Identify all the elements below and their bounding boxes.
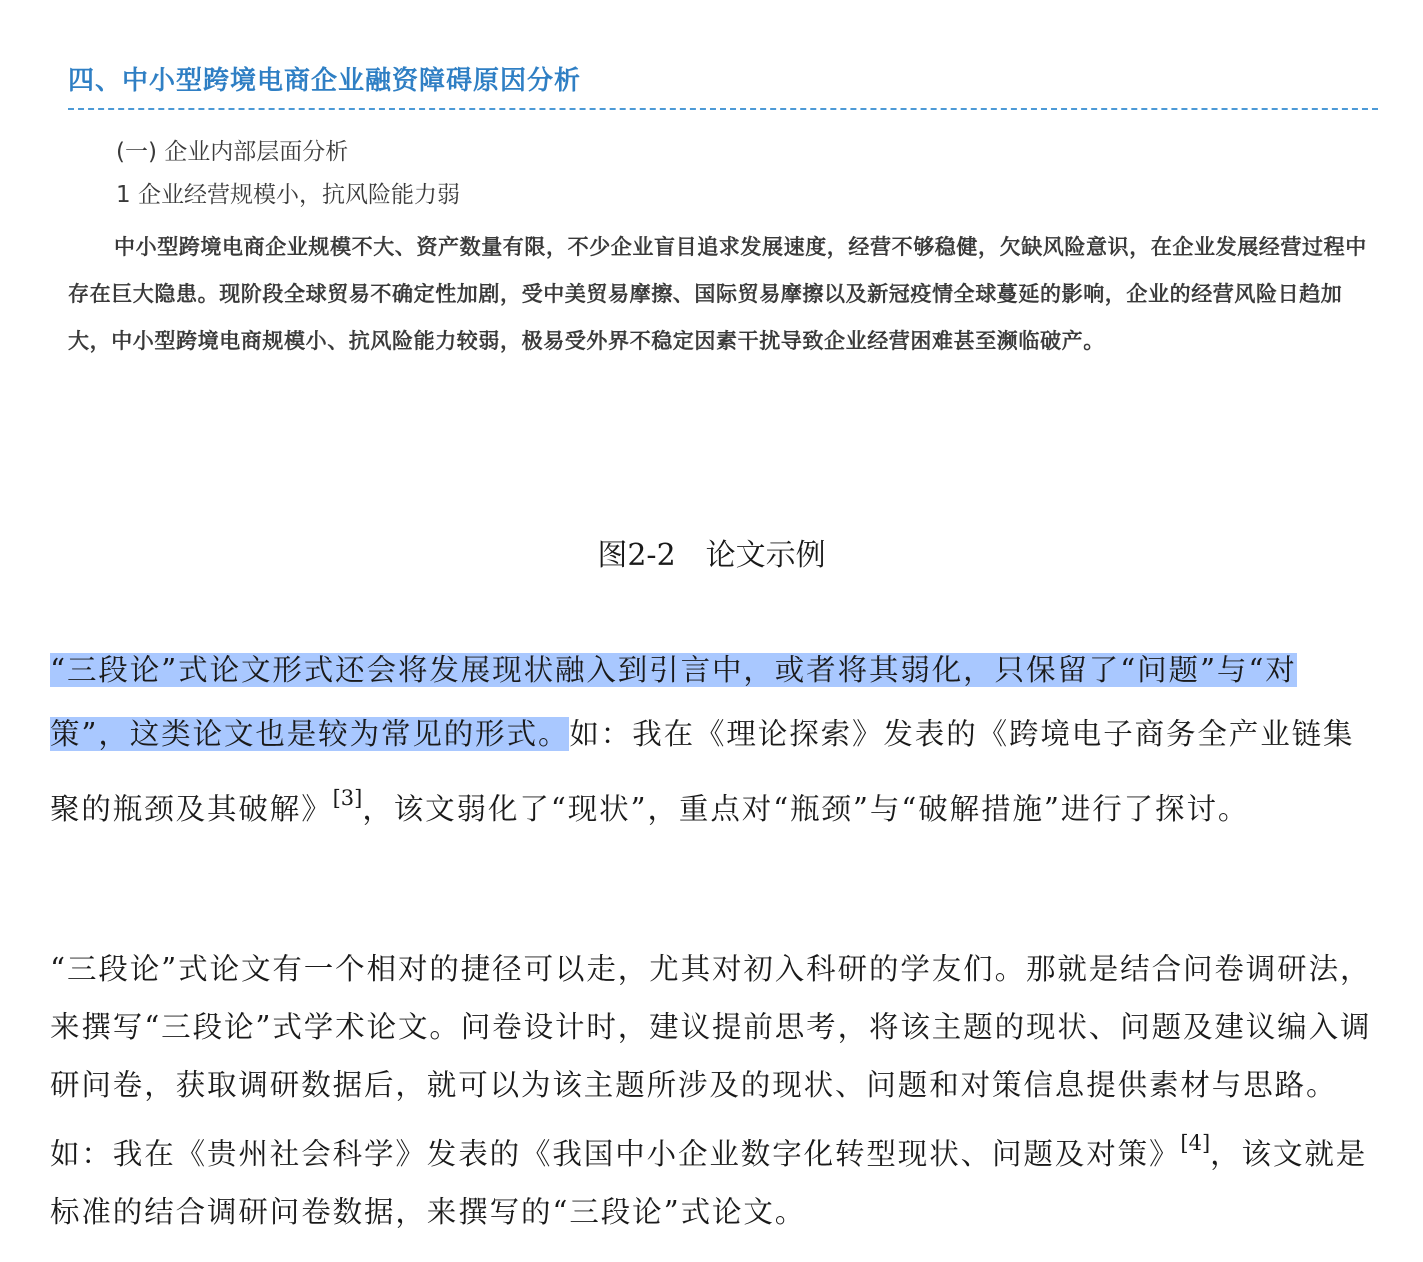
dashed-divider	[68, 108, 1378, 110]
paragraph-text: 如：我在《理论探索》发表的《跨境电子商务全产业链集聚的瓶颈及其破解》	[50, 717, 1355, 826]
section-title: 四、中小型跨境电商企业融资障碍原因分析	[68, 66, 582, 96]
subheading: 1 企业经营规模小，抗风险能力弱	[116, 182, 460, 208]
figure-caption: 图2-2 论文示例	[597, 538, 826, 573]
subsection-heading: (一) 企业内部层面分析	[116, 139, 349, 165]
paragraph-text: “三段论”式论文有一个相对的捷径可以走，尤其对初入科研的学友们。那就是结合问卷调研法，来撰写“三段论”式学术论文。问卷设计时，建议提前思考，将该主题的现状、问题及建议编入调研问卷，获取调研数据后，就可以为该主题所涉及的现状、问题和对策信息提供素材与思路。如：我在《贵州社会科学》发表的《我国中小企业数字化转型现状、问题及对策》	[50, 952, 1372, 1171]
embedded-paragraph: 中小型跨境电商企业规模不大、资产数量有限，不少企业盲目追求发展速度，经营不够稳健，欠缺风险意识，在企业发展经营过程中存在巨大隐患。现阶段全球贸易不确定性加剧，受中美贸易摩擦、国际贸易摩擦以及新冠疫情全球蔓延的影响，企业的经营风险日趋加大，中小型跨境电商规模小、抗风险能力较弱，极易受外界不稳定因素干扰导致企业经营困难甚至濒临破产。	[68, 235, 1367, 353]
body-paragraph-2	[50, 940, 1372, 1241]
paragraph-text: ，该文就是标准的结合调研问卷数据，来撰写的“三段论”式论文。	[50, 1137, 1368, 1229]
citation-ref: [3]	[332, 786, 363, 810]
body-paragraph-1	[50, 638, 1372, 841]
paragraph-text: ，该文弱化了“现状”，重点对“瓶颈”与“破解措施”进行了探讨。	[362, 792, 1250, 826]
selected-text-highlight[interactable]: “三段论”式论文形式还会将发展现状融入到引言中，或者将其弱化，只保留了“问题”与“对策”，这类论文也是较为常见的形式。	[50, 653, 1297, 751]
citation-ref: [4]	[1180, 1131, 1211, 1155]
embedded-paper-image	[0, 0, 1423, 430]
